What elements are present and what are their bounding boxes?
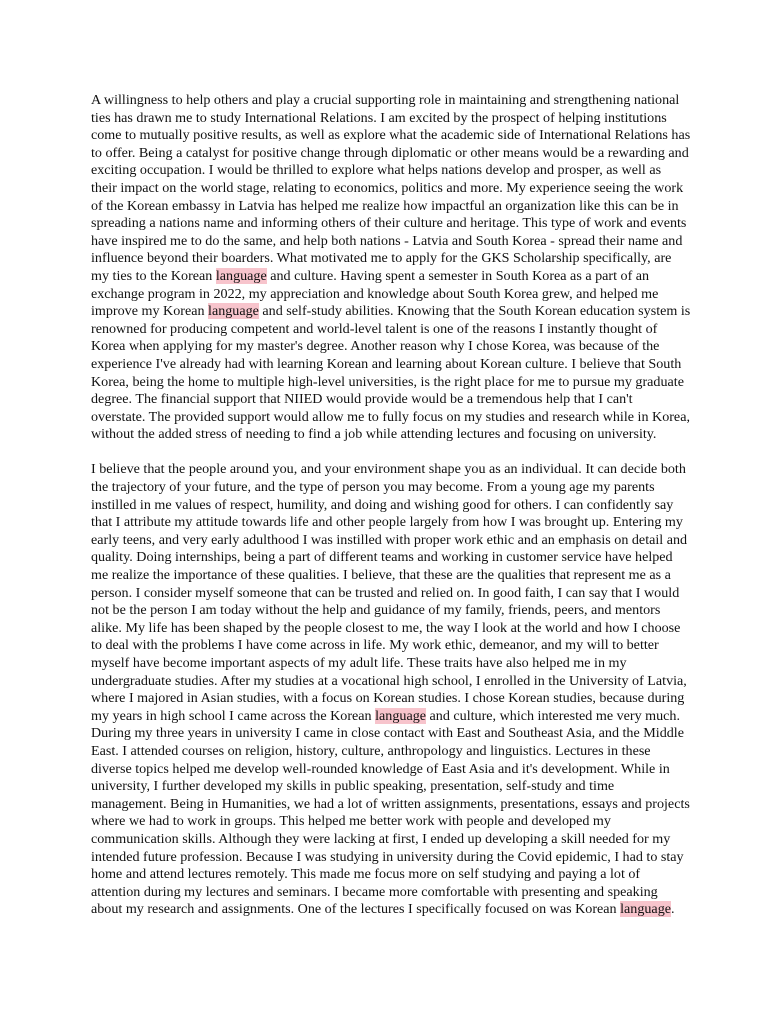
text-line: of the Korean embassy in Latvia has helped me realize how impactful an organization like this can be in <box>91 197 679 214</box>
text-line: quality. Doing internships, being a part of different teams and working in customer service have helped <box>91 549 673 566</box>
text-line: without the added stress of needing to find a job while attending lectures and focusing on university. <box>91 426 657 443</box>
highlighted-term: language <box>375 707 427 724</box>
text-line: diverse topics helped me develop well-rounded knowledge of East Asia and it's development. While in <box>91 760 670 777</box>
text-line: where I majored in Asian studies, with a focus on Korean studies. I chose Korean studies, because during <box>91 690 685 707</box>
text-line: exchange program in 2022, my appreciation and knowledge about South Korea grew, and helped me <box>91 285 659 302</box>
text-line: to deal with the problems I have come across in life. My work ethic, demeanor, and my will to better <box>91 637 659 654</box>
text-line: experience I've already had with learning Korean and learning about Korean culture. I believe that South <box>91 355 682 372</box>
text-line: degree. The financial support that NIIED would provide would be a tremendous help that I can't <box>91 391 633 408</box>
text-line: university, I further developed my skills in public speaking, presentation, self-study and time <box>91 778 615 795</box>
text-line: about my research and assignments. One of the lectures I specifically focused on was Korean language. <box>91 901 675 918</box>
text-line: spreading a nations name and informing others of their culture and heritage. This type of work and events <box>91 215 687 232</box>
paragraph <box>91 92 691 444</box>
text-line: not be the person I am today without the help and guidance of my family, friends, peers, and mentors <box>91 602 661 619</box>
text-line: early teens, and very early adulthood I was instilled with proper work ethic and an emphasis on detail and <box>91 531 688 548</box>
text-line: me realize the importance of these qualities. I believe, that these are the qualities that represent me as a <box>91 567 671 584</box>
text-line: ties has drawn me to study International Relations. I am excited by the prospect of helping institutions <box>91 109 667 126</box>
text-line: myself have become important aspects of my adult life. These traits have also helped me in my <box>91 655 627 671</box>
text-line: intended future profession. Because I was studying in university during the Covid epidemic, I had to stay <box>91 848 684 865</box>
highlighted-term: language <box>208 303 259 320</box>
text-line: management. Being in Humanities, we had a lot of written assignments, presentations, essays and projects <box>91 795 690 812</box>
text-line: instilled in me values of respect, humility, and doing and wishing good for others. I can confidently say <box>91 496 674 513</box>
paragraph <box>91 461 690 918</box>
text-line: to offer. Being a catalyst for positive change through diplomatic or other means would be a rewarding and <box>91 144 689 161</box>
document-body <box>91 92 691 919</box>
text-line: overstate. The provided support would allow me to fully focus on my studies and research while in Korea, <box>91 408 690 425</box>
text-line: During my three years in university I came in close contact with East and Southeast Asia, and the Middle <box>91 725 684 742</box>
text-line: the trajectory of your future, and the type of person you may become. From a young age my parents <box>91 479 655 496</box>
highlighted-term: language <box>620 901 671 918</box>
highlighted-term: language <box>215 267 267 284</box>
text-line: undergraduate studies. After my studies at a vocational high school, I enrolled in the University of Latvia, <box>91 672 687 689</box>
text-line: influence beyond their boarders. What motivated me to apply for the GKS Scholarship specifically, are <box>91 250 672 267</box>
text-line: that I attribute my attitude towards life and other people largely from how I was brought up. Entering my <box>91 514 683 531</box>
text-line: communication skills. Although they were lacking at first, I ended up developing a skill needed for my <box>91 830 671 847</box>
text-line: their impact on the world stage, relating to economics, politics and more. My experience seeing the work <box>91 179 684 196</box>
text-line: Korea when applying for my master's degree. Another reason why I chose Korea, was because of the <box>91 338 660 355</box>
text-line: where we had to work in groups. This helped me better work with people and developed my <box>91 813 611 830</box>
text-line: improve my Korean language and self-study abilities. Knowing that the South Korean education system is <box>91 303 691 320</box>
text-line: exciting occupation. I would be thrilled to explore what helps nations develop and prosper, as well as <box>91 162 662 179</box>
text-line: renowned for producing competent and world-level talent is one of the reasons I instantly thought of <box>91 320 658 337</box>
text-line: come to mutually positive results, as well as explore what the academic side of International Relations has <box>91 127 691 144</box>
text-line: I believe that the people around you, and your environment shape you as an individual. It can decide both <box>91 461 686 478</box>
text-line: alike. My life has been shaped by the people closest to me, the way I look at the world and how I choose <box>91 619 681 636</box>
text-line: my years in high school I came across the Korean language and culture, which interested me very much. <box>91 707 681 724</box>
text-line: attention during my lectures and seminars. I became more comfortable with presenting and speaking <box>91 883 658 900</box>
text-line: my ties to the Korean language and culture. Having spent a semester in South Korea as a part of an <box>91 267 650 284</box>
text-line: have inspired me to do the same, and help both nations - Latvia and South Korea - spread their name and <box>91 232 683 249</box>
text-line: Korea, being the home to multiple high-level universities, is the right place for me to pursue my graduate <box>91 373 684 390</box>
text-line: person. I consider myself someone that can be trusted and relied on. In good faith, I can say that I would <box>91 584 680 601</box>
text-line: East. I attended courses on religion, history, culture, anthropology and linguistics. Lectures in these <box>91 742 651 759</box>
text-line: home and attend lectures remotely. This made me focus more on self studying and paying a lot of <box>91 866 641 883</box>
text-line: A willingness to help others and play a crucial supporting role in maintaining and strengthening national <box>91 92 680 108</box>
